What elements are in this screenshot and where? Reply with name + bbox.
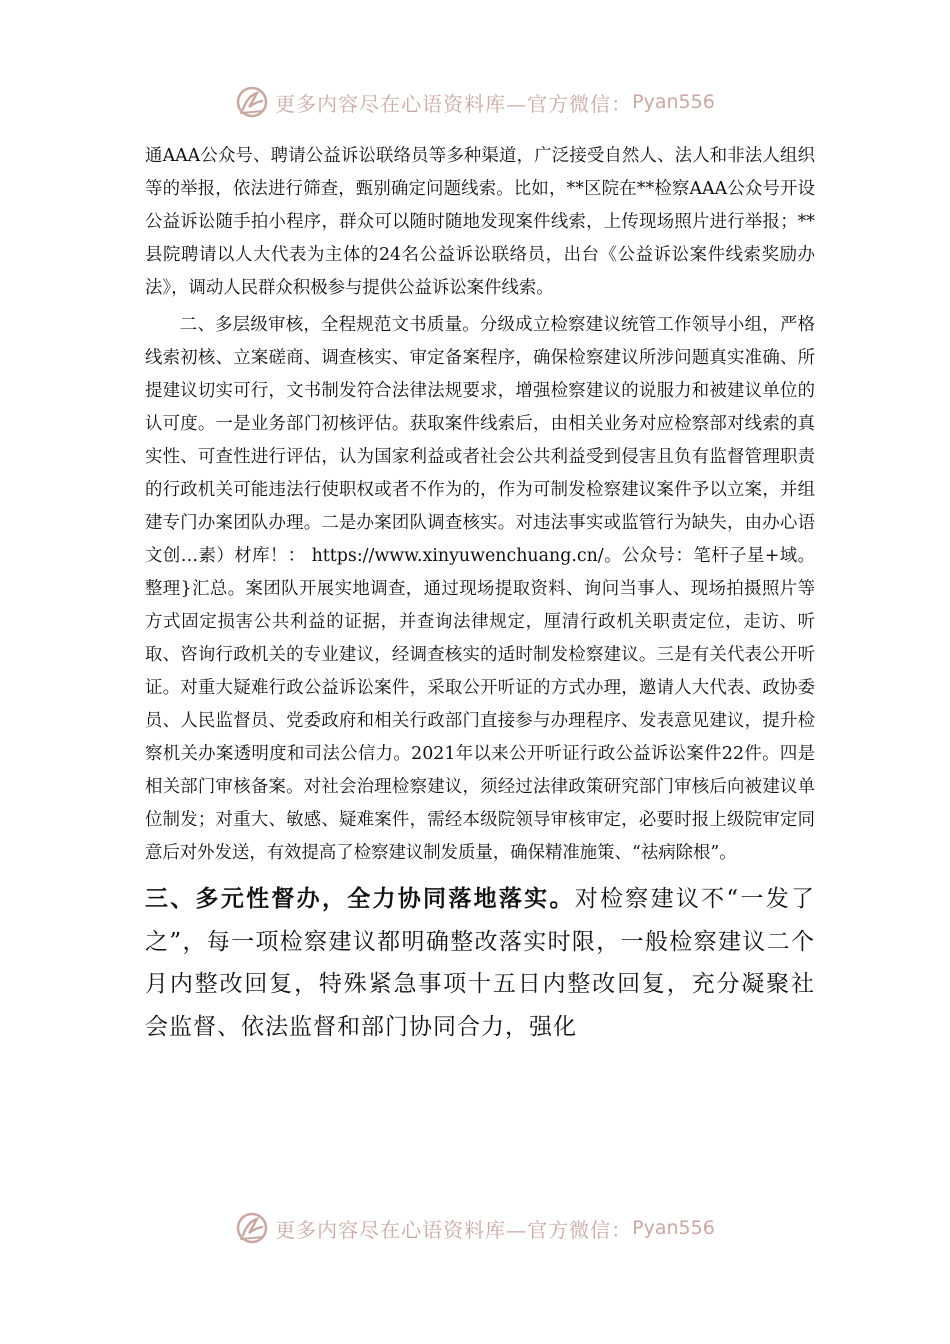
paragraph-1: 通AAA公众号、聘请公益诉讼联络员等多种渠道，广泛接受自然人、法人和非法人组织等的举报，依法进行筛查，甄别确定问题线索。比如，**区院在**检察AAA公众号开设公益诉讼随手拍小程序，群众可以随时随地发现案件线索，上传现场照片进行举报；**县院聘请以人大代表为主体的24名公益诉讼联络员，出台《公益诉讼案件线索奖励办法》，调动人民群众积极参与提供公益诉讼案件线索。 — [145, 146, 815, 298]
section-3-heading: 三、多元性督办，全力协同落地落实。 — [145, 886, 575, 912]
watermark-banner-bottom — [0, 1208, 950, 1248]
watermark-text: 更多内容尽在心语资料库—官方微信： — [275, 91, 633, 116]
watermark-text: 更多内容尽在心语资料库—官方微信： — [275, 1217, 633, 1242]
section-3 — [145, 878, 815, 1048]
signature-logo-icon — [235, 85, 269, 119]
watermark-wechat-id: Pyan556 — [632, 1217, 715, 1239]
document-body — [145, 140, 815, 1048]
paragraph-2: 二、多层级审核，全程规范文书质量。分级成立检察建议统管工作领导小组，严格线索初核、立案磋商、调查核实、审定备案程序，确保检察建议所涉问题真实准确、所提建议切实可行，文书制发符合法律法规要求，增强检察建议的说服力和被建议单位的认可度。一是业务部门初核评估。获取案件线索后，由相关业务对应检察部对线索的真实性、可查性进行评估，认为国家利益或者社会公共利益受到侵害且负有监督管理职责的行政机关可能违法行使职权或者不作为的，作为可制发检察建议案件予以立案，并组建专门办案团队办理。二是办案团队调查核实。对违法事实或监管行为缺失，由办心语文创…素）材库！： https://www.xinyuwenchuang.cn/。公众号：笔杆子星+域。整理}汇总。案团队开展实地调查，通过现场提取资料、询问当事人、现场拍摄照片等方式固定损害公共利益的证据，并查询法律规定，厘清行政机关职责定位，走访、听取、咨询行政机关的专业建议，经调查核实的适时制发检察建议。三是有关代表公开听证。对重大疑难行政公益诉讼案件，采取公开听证的方式办理，邀请人大代表、政协委员、人民监督员、党委政府和相关行政部门直接参与办理程序、发表意见建议，提升检察机关办案透明度和司法公信力。2021年以来公开听证行政公益诉讼案件22件。四是相关部门审核备案。对社会治理检察建议，须经过法律政策研究部门审核后向被建议单位制发；对重大、敏感、疑难案件，需经本级院领导审核审定，必要时报上级院审定同意后对外发送，有效提高了检察建议制发质量，确保精准施策、“祛病除根”。 — [145, 315, 815, 863]
watermark-wechat-id: Pyan556 — [632, 91, 715, 113]
section-3-body: 对检察建议不“一发了之”，每一项检察建议都明确整改落实时限，一般检察建议二个月内整改回复，特殊紧急事项十五日内整改回复，充分凝聚社会监督、依法监督和部门协同合力，强化 — [145, 886, 815, 1040]
signature-logo-icon — [235, 1211, 269, 1245]
watermark-banner-top — [0, 82, 950, 122]
